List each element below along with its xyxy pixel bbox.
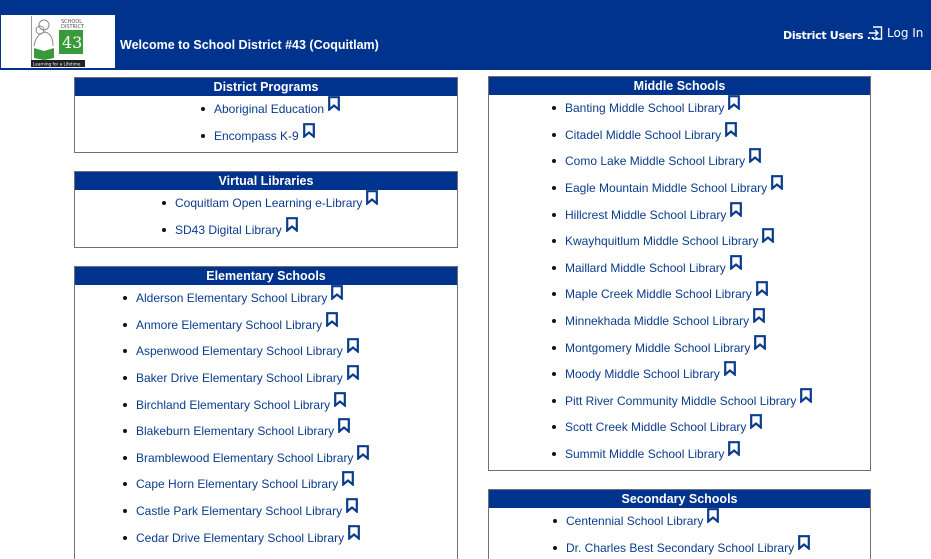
- library-link[interactable]: Anmore Elementary School Library: [136, 317, 323, 332]
- library-link[interactable]: Minnekhada Middle School Library: [565, 314, 750, 329]
- bookmark-icon[interactable]: [347, 365, 359, 383]
- bookmark-icon[interactable]: [347, 338, 359, 356]
- library-link[interactable]: Aboriginal Education: [214, 102, 325, 117]
- bookmark-icon[interactable]: [771, 175, 783, 193]
- library-link[interactable]: Coquitlam Open Learning e-Library: [175, 196, 363, 211]
- bullet-icon: [552, 213, 556, 217]
- list-item: [552, 281, 870, 308]
- bookmark-icon[interactable]: [798, 535, 810, 553]
- library-link[interactable]: Cape Horn Elementary School Library: [136, 477, 339, 492]
- list-item: [552, 414, 870, 441]
- bookmark-icon[interactable]: [725, 122, 737, 140]
- library-link[interactable]: Hillcrest Middle School Library: [565, 207, 727, 222]
- bookmark-icon[interactable]: [750, 414, 762, 432]
- list-item: [552, 175, 870, 202]
- library-link[interactable]: Banting Middle School Library: [565, 101, 725, 116]
- list-item: [552, 148, 870, 175]
- bullet-icon: [553, 519, 557, 523]
- bookmark-icon[interactable]: [754, 335, 766, 353]
- bookmark-icon[interactable]: [730, 255, 742, 273]
- panel-title: Middle Schools: [489, 77, 870, 95]
- top-bar: [0, 0, 931, 70]
- welcome-title: Welcome to School District #43 (Coquitlam): [120, 38, 379, 52]
- bullet-icon: [552, 292, 556, 296]
- bookmark-icon[interactable]: [331, 285, 343, 303]
- list-item: [552, 334, 870, 361]
- bookmark-icon[interactable]: [800, 388, 812, 406]
- bookmark-icon[interactable]: [728, 95, 740, 113]
- bookmark-icon[interactable]: [366, 190, 378, 208]
- svg-text:Learning for a Lifetime: Learning for a Lifetime: [33, 61, 81, 67]
- library-link[interactable]: Castle Park Elementary School Library: [136, 504, 343, 519]
- logo-icon: [31, 16, 87, 68]
- list-item: [552, 228, 870, 255]
- list-item: [123, 471, 457, 498]
- virtual-libraries-list: [75, 190, 457, 243]
- district-programs-panel: [74, 77, 458, 153]
- list-item: [162, 190, 457, 217]
- library-link[interactable]: SD43 Digital Library: [175, 222, 282, 237]
- list-item: [162, 217, 457, 244]
- bullet-icon: [123, 376, 127, 380]
- bullet-icon: [552, 452, 556, 456]
- bullet-icon: [123, 403, 127, 407]
- district-logo[interactable]: [1, 15, 115, 68]
- bullet-icon: [123, 482, 127, 486]
- list-item: [201, 96, 457, 123]
- bullet-icon: [123, 323, 127, 327]
- bookmark-icon[interactable]: [728, 441, 740, 459]
- list-item: [552, 95, 870, 122]
- bookmark-icon[interactable]: [756, 281, 768, 299]
- library-link[interactable]: Kwayhquitlum Middle School Library: [565, 234, 759, 249]
- list-item: [123, 524, 457, 551]
- library-link[interactable]: Maillard Middle School Library: [565, 260, 726, 275]
- bullet-icon: [162, 201, 166, 205]
- library-link[interactable]: Birchland Elementary School Library: [136, 397, 331, 412]
- svg-text:43: 43: [62, 33, 83, 52]
- library-link[interactable]: Pitt River Community Middle School Library: [565, 393, 797, 408]
- library-link[interactable]: Bramblewood Elementary School Library: [136, 450, 354, 465]
- library-link[interactable]: Como Lake Middle School Library: [565, 154, 746, 169]
- bookmark-icon[interactable]: [348, 525, 360, 543]
- bullet-icon: [162, 228, 166, 232]
- list-item: [123, 285, 457, 312]
- list-item: [123, 391, 457, 418]
- bookmark-icon[interactable]: [346, 498, 358, 516]
- bookmark-icon[interactable]: [762, 228, 774, 246]
- list-item: [123, 445, 457, 472]
- bookmark-icon[interactable]: [303, 123, 315, 141]
- library-link[interactable]: Summit Middle School Library: [565, 447, 725, 462]
- secondary-schools-list: [489, 508, 870, 559]
- list-item: [552, 441, 870, 468]
- bullet-icon: [552, 425, 556, 429]
- library-link[interactable]: Aspenwood Elementary School Library: [136, 344, 343, 359]
- bullet-icon: [123, 456, 127, 460]
- middle-schools-panel: [488, 76, 871, 471]
- bookmark-icon[interactable]: [753, 308, 765, 326]
- bullet-icon: [123, 296, 127, 300]
- library-link[interactable]: Citadel Middle School Library: [565, 127, 722, 142]
- library-link[interactable]: Maple Creek Middle School Library: [565, 287, 752, 302]
- library-link[interactable]: Alderson Elementary School Library: [136, 291, 328, 306]
- list-item: [552, 255, 870, 282]
- bookmark-icon[interactable]: [326, 312, 338, 330]
- list-item: [552, 308, 870, 335]
- bullet-icon: [201, 134, 205, 138]
- list-item: [552, 122, 870, 149]
- list-item: [552, 201, 870, 228]
- list-item: [123, 498, 457, 525]
- svg-text:DISTRICT: DISTRICT: [61, 24, 85, 30]
- library-link[interactable]: Moody Middle School Library: [565, 367, 720, 382]
- bookmark-icon[interactable]: [707, 508, 719, 526]
- list-item: [123, 365, 457, 392]
- svg-text:SCHOOL: SCHOOL: [61, 19, 83, 25]
- bookmark-icon[interactable]: [749, 148, 761, 166]
- list-item: [123, 418, 457, 445]
- list-item: [553, 535, 870, 559]
- library-link[interactable]: Scott Creek Middle School Library: [565, 420, 747, 435]
- bullet-icon: [552, 319, 556, 323]
- library-link[interactable]: Centennial School Library: [566, 514, 704, 529]
- bullet-icon: [552, 399, 556, 403]
- login-arrow-icon: [868, 26, 883, 40]
- middle-schools-list: [489, 95, 870, 467]
- bullet-icon: [552, 133, 556, 137]
- elementary-schools-list: [75, 285, 457, 551]
- bullet-icon: [201, 107, 205, 111]
- district-programs-list: [75, 96, 457, 149]
- district-users-link[interactable]: District Users ...: [783, 29, 879, 42]
- bookmark-icon[interactable]: [730, 202, 742, 220]
- bullet-icon: [552, 186, 556, 190]
- panel-title: Elementary Schools: [75, 267, 457, 285]
- bullet-icon: [552, 106, 556, 110]
- list-item: [552, 388, 870, 415]
- bullet-icon: [552, 266, 556, 270]
- library-link[interactable]: Cedar Drive Elementary School Library: [136, 530, 345, 545]
- panel-title: Secondary Schools: [489, 490, 870, 508]
- panel-title: Virtual Libraries: [75, 172, 457, 190]
- library-link[interactable]: Dr. Charles Best Secondary School Library: [566, 540, 795, 555]
- bookmark-icon[interactable]: [724, 361, 736, 379]
- elementary-schools-panel: [74, 266, 458, 559]
- bookmark-icon[interactable]: [357, 445, 369, 463]
- list-item: [201, 123, 457, 150]
- login-label: Log In: [887, 26, 924, 40]
- bookmark-icon[interactable]: [328, 96, 340, 114]
- panel-title: District Programs: [75, 78, 457, 96]
- list-item: [123, 338, 457, 365]
- secondary-schools-panel: [488, 489, 871, 559]
- bullet-icon: [552, 239, 556, 243]
- library-link[interactable]: Blakeburn Elementary School Library: [136, 424, 335, 439]
- list-item: [123, 312, 457, 339]
- list-item: [553, 508, 870, 535]
- list-item: [552, 361, 870, 388]
- bookmark-icon[interactable]: [286, 217, 298, 235]
- bullet-icon: [552, 346, 556, 350]
- bullet-icon: [553, 546, 557, 550]
- bookmark-icon[interactable]: [334, 392, 346, 410]
- bullet-icon: [552, 372, 556, 376]
- bullet-icon: [123, 349, 127, 353]
- bookmark-icon[interactable]: [342, 471, 354, 489]
- login-button[interactable]: [868, 26, 923, 40]
- library-link[interactable]: Encompass K-9: [214, 128, 299, 143]
- library-link[interactable]: Eagle Mountain Middle School Library: [565, 181, 768, 196]
- library-link[interactable]: Baker Drive Elementary School Library: [136, 371, 343, 386]
- bookmark-icon[interactable]: [338, 418, 350, 436]
- virtual-libraries-panel: [74, 171, 458, 248]
- library-link[interactable]: Montgomery Middle School Library: [565, 340, 751, 355]
- bullet-icon: [123, 536, 127, 540]
- bullet-icon: [123, 429, 127, 433]
- bullet-icon: [552, 159, 556, 163]
- bullet-icon: [123, 509, 127, 513]
